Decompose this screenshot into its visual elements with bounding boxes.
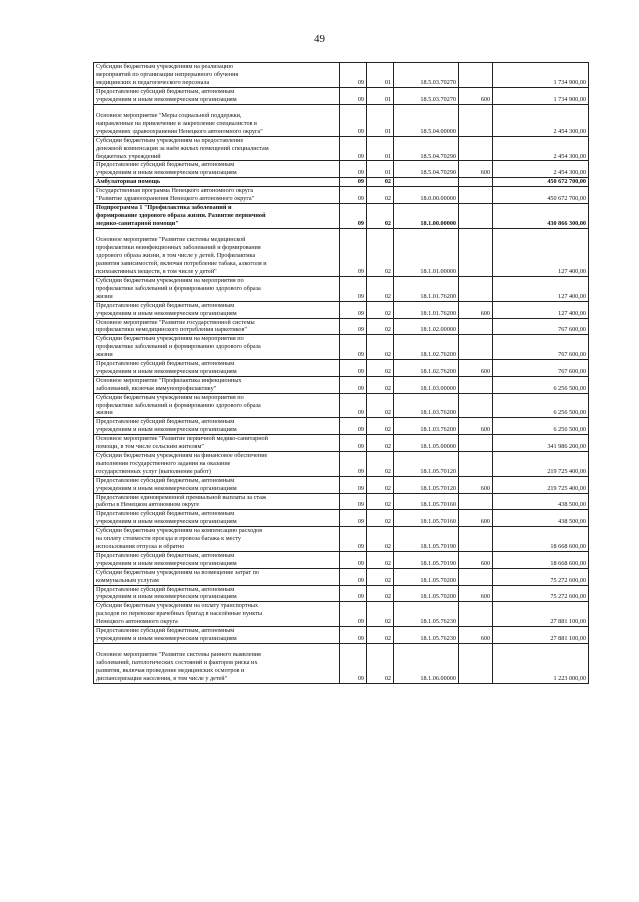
table-row bbox=[94, 585, 589, 602]
table-row bbox=[94, 393, 589, 418]
row-expense-type-cell bbox=[459, 318, 493, 335]
row-target-article-cell: 18.1.05.70190 bbox=[394, 551, 459, 568]
row-expense-type-cell: 600 bbox=[459, 161, 493, 178]
row-target-article-cell: 18.1.05.70190 bbox=[394, 527, 459, 552]
row-subsection-cell: 02 bbox=[367, 376, 394, 393]
row-target-article-cell: 18.1.02.76200 bbox=[394, 335, 459, 360]
table-row bbox=[94, 568, 589, 585]
row-target-article-cell: 18.1.00.00000 bbox=[394, 203, 459, 228]
row-name-cell: Амбулаторная помощь bbox=[94, 178, 340, 187]
row-target-article-cell: 18.1.05.70120 bbox=[394, 476, 459, 493]
row-expense-type-cell: 600 bbox=[459, 551, 493, 568]
row-section-cell: 09 bbox=[340, 602, 367, 627]
row-amount-cell: 27 881 100,00 bbox=[493, 627, 589, 644]
table-row bbox=[94, 187, 589, 204]
row-expense-type-cell: 600 bbox=[459, 87, 493, 104]
row-target-article-cell: 18.1.02.00000 bbox=[394, 318, 459, 335]
row-amount-cell: 27 881 100,00 bbox=[493, 602, 589, 627]
row-amount-cell: 2 454 300,00 bbox=[493, 136, 589, 161]
row-subsection-cell: 02 bbox=[367, 203, 394, 228]
row-name-cell: Предоставление субсидий бюджетным, автономным учреждениям и иным некоммерческим организациям bbox=[94, 551, 340, 568]
row-section-cell: 09 bbox=[340, 585, 367, 602]
row-expense-type-cell bbox=[459, 493, 493, 510]
row-target-article-cell: 18.5.03.70270 bbox=[394, 63, 459, 88]
row-amount-cell: 18 668 600,00 bbox=[493, 551, 589, 568]
table-row bbox=[94, 203, 589, 228]
row-subsection-cell: 02 bbox=[367, 510, 394, 527]
row-subsection-cell: 02 bbox=[367, 418, 394, 435]
table-row bbox=[94, 178, 589, 187]
row-target-article-cell: 18.1.05.70200 bbox=[394, 585, 459, 602]
row-expense-type-cell bbox=[459, 393, 493, 418]
row-section-cell: 09 bbox=[340, 301, 367, 318]
row-section-cell: 09 bbox=[340, 318, 367, 335]
row-subsection-cell: 02 bbox=[367, 627, 394, 644]
row-amount-cell: 127 400,00 bbox=[493, 228, 589, 276]
row-amount-cell: 2 454 300,00 bbox=[493, 104, 589, 136]
row-name-cell: Основное мероприятие "Развитие государственной системы профилактики немедицинского потребления наркотиков" bbox=[94, 318, 340, 335]
table-row bbox=[94, 360, 589, 377]
row-target-article-cell: 18.5.04.70290 bbox=[394, 136, 459, 161]
row-amount-cell: 6 256 500,00 bbox=[493, 376, 589, 393]
row-amount-cell: 438 500,00 bbox=[493, 510, 589, 527]
row-expense-type-cell bbox=[459, 136, 493, 161]
table-row bbox=[94, 435, 589, 452]
row-subsection-cell: 01 bbox=[367, 104, 394, 136]
table-row bbox=[94, 493, 589, 510]
table-row bbox=[94, 418, 589, 435]
row-name-cell: Субсидии бюджетным учреждениям на компенсацию расходов на оплату стоимости проезда и провоза багажа к месту использования отпуска и обратно bbox=[94, 527, 340, 552]
row-subsection-cell: 01 bbox=[367, 87, 394, 104]
row-amount-cell: 6 256 500,00 bbox=[493, 418, 589, 435]
row-subsection-cell: 02 bbox=[367, 276, 394, 301]
row-section-cell: 09 bbox=[340, 178, 367, 187]
row-expense-type-cell bbox=[459, 335, 493, 360]
row-target-article-cell: 18.1.02.76200 bbox=[394, 360, 459, 377]
row-name-cell: Субсидии бюджетным учреждениям на реализацию мероприятий по организации непрерывного обучения медицинских и педагогического персонала bbox=[94, 63, 340, 88]
row-expense-type-cell: 600 bbox=[459, 301, 493, 318]
row-name-cell: Предоставление субсидий бюджетным, автономным учреждениям и иным некоммерческим организациям bbox=[94, 161, 340, 178]
row-name-cell: Субсидии бюджетным учреждениям на мероприятия по профилактике заболеваний и формированию здорового образа жизни bbox=[94, 393, 340, 418]
row-expense-type-cell bbox=[459, 376, 493, 393]
row-target-article-cell: 18.1.01.76200 bbox=[394, 301, 459, 318]
row-subsection-cell: 02 bbox=[367, 335, 394, 360]
budget-table-body bbox=[94, 63, 589, 684]
row-section-cell: 09 bbox=[340, 510, 367, 527]
table-row bbox=[94, 602, 589, 627]
row-subsection-cell: 02 bbox=[367, 360, 394, 377]
table-row bbox=[94, 276, 589, 301]
row-amount-cell: 18 668 600,00 bbox=[493, 527, 589, 552]
row-expense-type-cell: 600 bbox=[459, 360, 493, 377]
row-expense-type-cell bbox=[459, 187, 493, 204]
table-row bbox=[94, 551, 589, 568]
row-subsection-cell: 02 bbox=[367, 568, 394, 585]
row-section-cell: 09 bbox=[340, 335, 367, 360]
row-name-cell: Основное мероприятие "Меры социальной поддержки, направленные на привлечение и закрепление специалистов в учреждениях здравоохранения Ненецкого автономного округа" bbox=[94, 104, 340, 136]
table-row bbox=[94, 476, 589, 493]
row-expense-type-cell bbox=[459, 178, 493, 187]
row-section-cell: 09 bbox=[340, 63, 367, 88]
row-target-article-cell: 18.1.05.70160 bbox=[394, 493, 459, 510]
row-target-article-cell: 18.5.04.00000 bbox=[394, 104, 459, 136]
table-row bbox=[94, 104, 589, 136]
table-row bbox=[94, 318, 589, 335]
row-section-cell: 09 bbox=[340, 87, 367, 104]
row-amount-cell: 2 454 300,00 bbox=[493, 161, 589, 178]
table-row bbox=[94, 228, 589, 276]
row-amount-cell: 6 256 500,00 bbox=[493, 393, 589, 418]
row-expense-type-cell: 600 bbox=[459, 627, 493, 644]
row-section-cell: 09 bbox=[340, 360, 367, 377]
row-section-cell: 09 bbox=[340, 187, 367, 204]
row-section-cell: 09 bbox=[340, 203, 367, 228]
row-name-cell: Предоставление субсидий бюджетным, автономным учреждениям и иным некоммерческим организациям bbox=[94, 87, 340, 104]
row-name-cell: Субсидии бюджетным учреждениям на возмещение затрат по коммунальным услугам bbox=[94, 568, 340, 585]
row-name-cell: Субсидии бюджетным учреждениям на предоставление денежной компенсации за наём жилых помещений специалистам бюджетных учреждений bbox=[94, 136, 340, 161]
row-name-cell: Предоставление единовременной премиальной выплаты за стаж работы в Ненецком автономном округе bbox=[94, 493, 340, 510]
row-target-article-cell: 18.1.05.70120 bbox=[394, 452, 459, 477]
row-name-cell: Основное мероприятие "Развитие системы раннего выявления заболеваний, патологических состояний и факторов риска их развития, включая проведение медицинских осмотров и диспансеризации населения, в том числе у детей" bbox=[94, 643, 340, 683]
row-name-cell: Предоставление субсидий бюджетным, автономным учреждениям и иным некоммерческим организациям bbox=[94, 301, 340, 318]
row-name-cell: Государственная программа Ненецкого автономного округа "Развитие здравоохранения Ненецкого автономного округа" bbox=[94, 187, 340, 204]
row-subsection-cell: 01 bbox=[367, 161, 394, 178]
row-target-article-cell: 18.0.00.00000 bbox=[394, 187, 459, 204]
row-amount-cell: 767 600,00 bbox=[493, 335, 589, 360]
row-section-cell: 09 bbox=[340, 493, 367, 510]
row-target-article-cell: 18.5.03.70270 bbox=[394, 87, 459, 104]
row-amount-cell: 767 600,00 bbox=[493, 360, 589, 377]
row-name-cell: Предоставление субсидий бюджетным, автономным учреждениям и иным некоммерческим организациям bbox=[94, 476, 340, 493]
row-subsection-cell: 02 bbox=[367, 318, 394, 335]
row-target-article-cell bbox=[394, 178, 459, 187]
row-expense-type-cell bbox=[459, 435, 493, 452]
row-name-cell: Предоставление субсидий бюджетным, автономным учреждениям и иным некоммерческим организациям bbox=[94, 585, 340, 602]
row-amount-cell: 1 223 000,00 bbox=[493, 643, 589, 683]
row-section-cell: 09 bbox=[340, 276, 367, 301]
row-expense-type-cell bbox=[459, 203, 493, 228]
table-row bbox=[94, 161, 589, 178]
table-row bbox=[94, 627, 589, 644]
table-row bbox=[94, 301, 589, 318]
row-amount-cell: 767 600,00 bbox=[493, 318, 589, 335]
row-target-article-cell: 18.5.04.70290 bbox=[394, 161, 459, 178]
row-target-article-cell: 18.1.05.70160 bbox=[394, 510, 459, 527]
row-section-cell: 09 bbox=[340, 161, 367, 178]
row-subsection-cell: 02 bbox=[367, 393, 394, 418]
row-amount-cell: 219 725 400,00 bbox=[493, 452, 589, 477]
row-subsection-cell: 02 bbox=[367, 435, 394, 452]
row-amount-cell: 127 400,00 bbox=[493, 276, 589, 301]
page-number: 49 bbox=[314, 33, 325, 45]
row-section-cell: 09 bbox=[340, 136, 367, 161]
row-amount-cell: 438 500,00 bbox=[493, 493, 589, 510]
row-target-article-cell: 18.1.05.76230 bbox=[394, 602, 459, 627]
row-target-article-cell: 18.1.05.76230 bbox=[394, 627, 459, 644]
row-section-cell: 09 bbox=[340, 228, 367, 276]
row-expense-type-cell: 600 bbox=[459, 418, 493, 435]
row-name-cell: Предоставление субсидий бюджетным, автономным учреждениям и иным некоммерческим организациям bbox=[94, 418, 340, 435]
row-subsection-cell: 02 bbox=[367, 187, 394, 204]
row-expense-type-cell: 600 bbox=[459, 510, 493, 527]
row-subsection-cell: 02 bbox=[367, 585, 394, 602]
row-amount-cell: 1 734 900,00 bbox=[493, 87, 589, 104]
row-section-cell: 09 bbox=[340, 551, 367, 568]
row-name-cell: Субсидии бюджетным учреждениям на мероприятия по профилактике заболеваний и формированию здорового образа жизни bbox=[94, 276, 340, 301]
row-expense-type-cell bbox=[459, 276, 493, 301]
row-amount-cell: 430 866 300,00 bbox=[493, 203, 589, 228]
row-amount-cell: 450 672 700,00 bbox=[493, 178, 589, 187]
row-amount-cell: 450 672 700,00 bbox=[493, 187, 589, 204]
row-section-cell: 09 bbox=[340, 393, 367, 418]
row-target-article-cell: 18.1.03.76200 bbox=[394, 418, 459, 435]
row-target-article-cell: 18.1.05.00000 bbox=[394, 435, 459, 452]
table-row bbox=[94, 510, 589, 527]
row-amount-cell: 341 986 200,00 bbox=[493, 435, 589, 452]
row-name-cell: Субсидии бюджетным учреждениям на мероприятия по профилактике заболеваний и формированию здорового образа жизни bbox=[94, 335, 340, 360]
table-row bbox=[94, 376, 589, 393]
row-amount-cell: 75 272 600,00 bbox=[493, 585, 589, 602]
row-name-cell: Предоставление субсидий бюджетным, автономным учреждениям и иным некоммерческим организациям bbox=[94, 360, 340, 377]
table-row bbox=[94, 335, 589, 360]
row-name-cell: Предоставление субсидий бюджетным, автономным учреждениям и иным некоммерческим организациям bbox=[94, 510, 340, 527]
row-subsection-cell: 01 bbox=[367, 136, 394, 161]
row-name-cell: Предоставление субсидий бюджетным, автономным учреждениям и иным некоммерческим организациям bbox=[94, 627, 340, 644]
row-expense-type-cell bbox=[459, 104, 493, 136]
row-target-article-cell: 18.1.03.00000 bbox=[394, 376, 459, 393]
row-name-cell: Основное мероприятие "Профилактика инфекционных заболеваний, включая иммунопрофилактику" bbox=[94, 376, 340, 393]
row-amount-cell: 219 725 400,00 bbox=[493, 476, 589, 493]
row-name-cell: Субсидии бюджетным учреждениям на финансовое обеспечение выполнения государственного задания на оказание государственных услуг (выполнение работ) bbox=[94, 452, 340, 477]
table-row bbox=[94, 643, 589, 683]
row-subsection-cell: 02 bbox=[367, 551, 394, 568]
row-section-cell: 09 bbox=[340, 376, 367, 393]
row-name-cell: Субсидии бюджетным учреждениям на оплату транспортных расходов по перевозке врачебных бригад в населённые пункты Ненецкого автономного округа bbox=[94, 602, 340, 627]
table-row bbox=[94, 136, 589, 161]
row-subsection-cell: 01 bbox=[367, 63, 394, 88]
row-expense-type-cell bbox=[459, 568, 493, 585]
row-subsection-cell: 02 bbox=[367, 476, 394, 493]
row-name-cell: Подпрограмма 1 "Профилактика заболеваний и формирование здорового образа жизни. Развитие первичной медико-санитарной помощи" bbox=[94, 203, 340, 228]
row-section-cell: 09 bbox=[340, 568, 367, 585]
row-name-cell: Основное мероприятие "Развитие системы медицинской профилактики неинфекционных заболеваний и формирования здорового образа жизни, в том числе у детей. Профилактика развития зависимостей, включая потребление табака, алкоголя и психоактивных веществ, в том числе у детей" bbox=[94, 228, 340, 276]
table-row bbox=[94, 87, 589, 104]
row-subsection-cell: 02 bbox=[367, 643, 394, 683]
row-subsection-cell: 02 bbox=[367, 527, 394, 552]
row-section-cell: 09 bbox=[340, 627, 367, 644]
row-section-cell: 09 bbox=[340, 643, 367, 683]
row-section-cell: 09 bbox=[340, 435, 367, 452]
row-amount-cell: 75 272 600,00 bbox=[493, 568, 589, 585]
row-subsection-cell: 02 bbox=[367, 452, 394, 477]
row-expense-type-cell bbox=[459, 527, 493, 552]
row-expense-type-cell bbox=[459, 602, 493, 627]
row-section-cell: 09 bbox=[340, 104, 367, 136]
row-section-cell: 09 bbox=[340, 452, 367, 477]
table-row bbox=[94, 452, 589, 477]
row-section-cell: 09 bbox=[340, 418, 367, 435]
budget-table bbox=[93, 62, 589, 684]
row-expense-type-cell bbox=[459, 228, 493, 276]
row-subsection-cell: 02 bbox=[367, 602, 394, 627]
row-target-article-cell: 18.1.06.00000 bbox=[394, 643, 459, 683]
row-subsection-cell: 02 bbox=[367, 493, 394, 510]
table-row bbox=[94, 527, 589, 552]
row-expense-type-cell bbox=[459, 452, 493, 477]
table-row bbox=[94, 63, 589, 88]
row-target-article-cell: 18.1.05.70200 bbox=[394, 568, 459, 585]
row-expense-type-cell: 600 bbox=[459, 476, 493, 493]
row-amount-cell: 1 734 900,00 bbox=[493, 63, 589, 88]
row-amount-cell: 127 400,00 bbox=[493, 301, 589, 318]
row-target-article-cell: 18.1.01.00000 bbox=[394, 228, 459, 276]
row-subsection-cell: 02 bbox=[367, 228, 394, 276]
row-section-cell: 09 bbox=[340, 527, 367, 552]
row-expense-type-cell bbox=[459, 643, 493, 683]
row-target-article-cell: 18.1.01.76200 bbox=[394, 276, 459, 301]
row-name-cell: Основное мероприятие "Развитие первичной медико-санитарной помощи, в том числе сельским жителям" bbox=[94, 435, 340, 452]
row-subsection-cell: 02 bbox=[367, 301, 394, 318]
row-section-cell: 09 bbox=[340, 476, 367, 493]
row-expense-type-cell: 600 bbox=[459, 585, 493, 602]
row-target-article-cell: 18.1.03.76200 bbox=[394, 393, 459, 418]
row-expense-type-cell bbox=[459, 63, 493, 88]
row-subsection-cell: 02 bbox=[367, 178, 394, 187]
